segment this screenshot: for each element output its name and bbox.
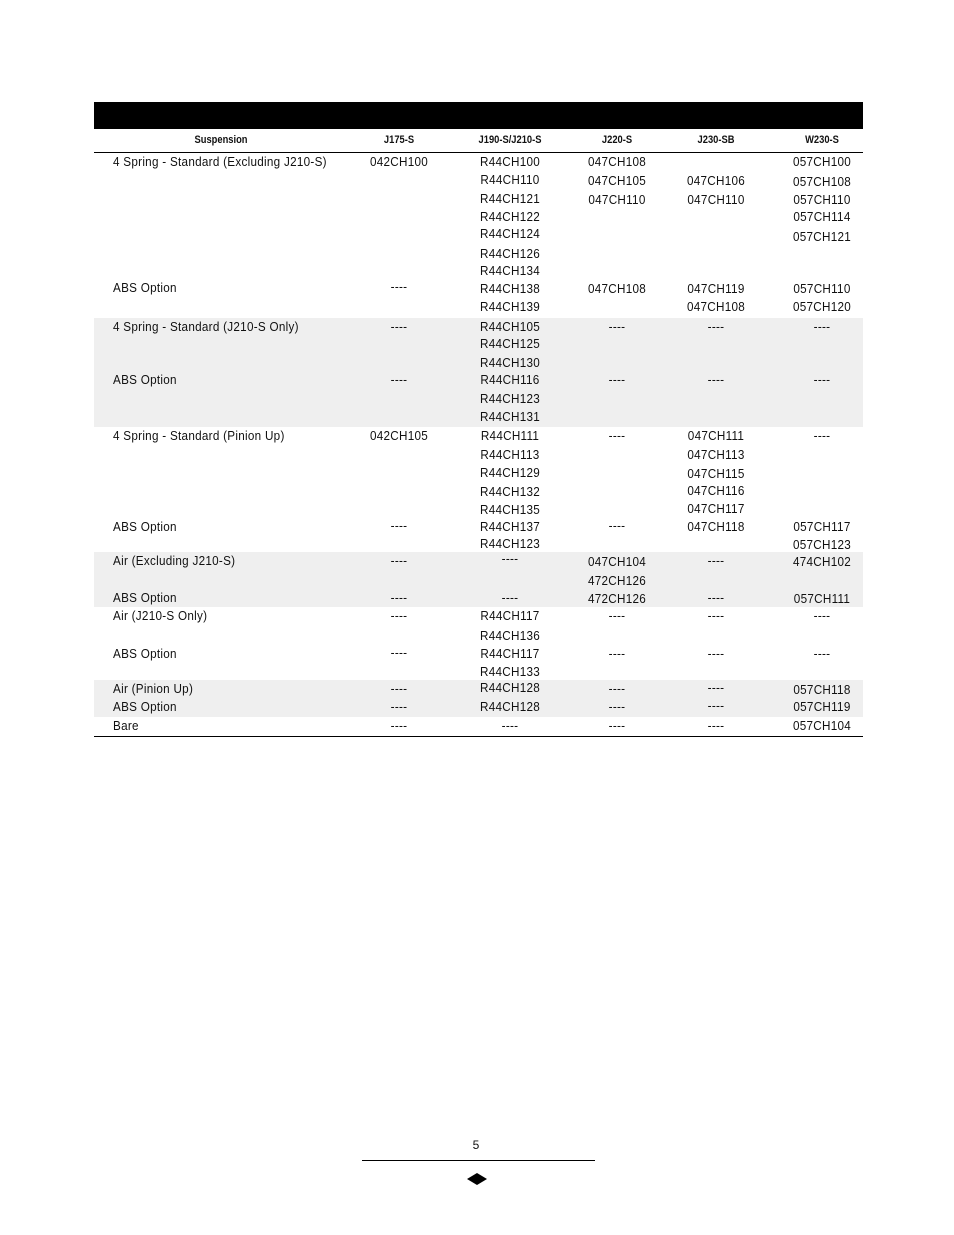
part-number-cell: ---- <box>390 645 408 660</box>
part-number-cell: R44CH124 <box>479 226 541 241</box>
part-number-cell: 057CH111 <box>793 591 851 606</box>
suspension-label-text: Air (Excluding J210-S) <box>113 553 236 568</box>
table-body <box>94 153 863 736</box>
part-number-cell: 057CH117 <box>793 519 851 534</box>
part-number-cell: ---- <box>707 680 725 695</box>
part-number-cell: 057CH123 <box>792 537 852 552</box>
part-number-cell: 057CH108 <box>792 174 852 189</box>
part-number-cell: R44CH125 <box>479 336 541 351</box>
part-number-cell: R44CH110 <box>480 172 540 187</box>
part-number-cell: R44CH113 <box>480 447 540 462</box>
part-number-cell: ---- <box>707 319 725 334</box>
table-row-group <box>94 318 863 427</box>
footer-rule <box>362 1160 595 1161</box>
header-j175-s: J175-S <box>383 134 415 146</box>
part-number-cell: R44CH133 <box>479 664 541 679</box>
part-number-cell: R44CH126 <box>479 246 541 261</box>
part-number-cell: 047CH119 <box>687 281 745 296</box>
page-number: 5 <box>472 1138 480 1152</box>
part-number-cell: ---- <box>608 699 626 714</box>
part-number-cell: ---- <box>390 699 408 714</box>
suspension-label-text: ABS Option <box>113 372 177 387</box>
part-number-cell: ---- <box>813 372 831 387</box>
part-number-cell: ---- <box>707 553 725 568</box>
part-number-cell: R44CH130 <box>479 355 541 370</box>
suspension-label-text: ABS Option <box>113 519 177 534</box>
part-number-cell: R44CH117 <box>480 608 540 623</box>
part-number-cell: 047CH117 <box>687 501 745 516</box>
diamond-icon <box>467 1173 487 1185</box>
part-number-cell: ---- <box>608 681 626 696</box>
part-number-cell: ---- <box>390 608 408 623</box>
part-number-cell: 057CH120 <box>792 299 852 314</box>
part-number-cell: R44CH117 <box>480 646 540 661</box>
part-number-cell: 047CH118 <box>687 519 745 534</box>
part-number-cell: 057CH114 <box>793 209 851 224</box>
part-number-cell: R44CH139 <box>479 299 541 314</box>
suspension-label-text: ABS Option <box>113 280 177 295</box>
part-number-cell: ---- <box>390 681 408 696</box>
table-bottom-rule <box>94 736 863 737</box>
part-number-cell: 047CH106 <box>686 173 746 188</box>
part-number-cell: R44CH129 <box>479 465 541 480</box>
table-row-group <box>94 717 863 736</box>
part-number-cell: 047CH108 <box>686 299 746 314</box>
part-number-cell: 047CH104 <box>587 554 647 569</box>
part-number-cell: ---- <box>608 608 626 623</box>
part-number-cell: 057CH104 <box>792 718 852 733</box>
part-number-cell: ---- <box>390 718 408 733</box>
part-number-cell: ---- <box>501 590 519 605</box>
suspension-label <box>113 645 184 663</box>
suspension-label-text: Air (Pinion Up) <box>113 681 194 696</box>
part-number-cell: ---- <box>501 551 519 566</box>
part-number-cell: 057CH110 <box>793 281 851 296</box>
suspension-label-text: ABS Option <box>113 646 177 661</box>
part-number-cell: ---- <box>707 698 725 713</box>
part-number-cell: ---- <box>707 372 725 387</box>
part-number-cell: R44CH137 <box>479 519 541 534</box>
part-number-cell: 057CH110 <box>793 192 851 207</box>
part-number-cell: ---- <box>390 319 408 334</box>
part-number-cell: R44CH138 <box>479 281 541 296</box>
part-number-cell: R44CH123 <box>479 391 541 406</box>
part-number-cell: 047CH108 <box>587 154 647 169</box>
part-number-cell: ---- <box>390 372 408 387</box>
part-number-cell: ---- <box>390 279 408 294</box>
part-number-cell: R44CH123 <box>479 536 541 551</box>
part-number-cell: 472CH126 <box>587 591 647 606</box>
suspension-label-text: 4 Spring - Standard (Pinion Up) <box>113 428 285 443</box>
part-number-cell: R44CH105 <box>479 319 541 334</box>
part-number-cell: 047CH110 <box>588 192 646 207</box>
part-number-cell: ---- <box>813 319 831 334</box>
part-number-cell: 047CH110 <box>687 192 745 207</box>
part-number-cell: ---- <box>707 718 725 733</box>
part-number-cell: 057CH121 <box>792 229 852 244</box>
part-number-cell: 474CH102 <box>792 554 852 569</box>
suspension-label <box>113 371 184 389</box>
part-number-cell: ---- <box>707 646 725 661</box>
part-number-cell: 042CH100 <box>369 154 429 169</box>
part-number-cell: R44CH128 <box>479 699 541 714</box>
part-number-cell: 472CH126 <box>587 573 647 588</box>
header-j220-s: J220-S <box>601 134 633 146</box>
table-row-group <box>94 427 863 552</box>
part-number-cell: ---- <box>707 608 725 623</box>
part-number-cell: ---- <box>608 646 626 661</box>
suspension-label <box>113 153 351 171</box>
part-number-cell: 057CH118 <box>793 682 851 697</box>
part-number-cell: ---- <box>813 608 831 623</box>
suspension-label <box>113 607 218 625</box>
part-number-cell: ---- <box>608 428 626 443</box>
part-number-cell: R44CH111 <box>480 428 540 443</box>
part-number-cell: ---- <box>813 646 831 661</box>
suspension-label <box>113 427 304 445</box>
part-number-cell: 047CH111 <box>687 428 745 443</box>
part-number-table <box>94 102 863 737</box>
part-number-cell: ---- <box>390 553 408 568</box>
suspension-label <box>113 680 202 698</box>
part-number-cell: ---- <box>608 718 626 733</box>
part-number-cell: 047CH108 <box>587 281 647 296</box>
header-j230-sb: J230-SB <box>697 134 735 146</box>
part-number-cell: 047CH116 <box>687 483 745 498</box>
table-header-row <box>94 129 863 153</box>
part-number-cell: ---- <box>501 718 519 733</box>
part-number-cell: R44CH134 <box>479 263 541 278</box>
suspension-label-text: 4 Spring - Standard (Excluding J210-S) <box>113 154 327 169</box>
part-number-cell: R44CH122 <box>479 209 541 224</box>
suspension-label <box>113 518 184 536</box>
header-j190-s-j210-s: J190-S/J210-S <box>478 134 542 146</box>
part-number-cell: 047CH105 <box>587 173 647 188</box>
part-number-cell: R44CH135 <box>479 502 541 517</box>
part-number-cell: R44CH100 <box>479 154 541 169</box>
part-number-cell: ---- <box>390 518 408 533</box>
suspension-label-text: ABS Option <box>113 590 177 605</box>
part-number-cell: R44CH121 <box>479 191 541 206</box>
suspension-label-text: 4 Spring - Standard (J210-S Only) <box>113 319 299 334</box>
suspension-label <box>113 698 184 716</box>
part-number-cell: 042CH105 <box>369 428 429 443</box>
part-number-cell: 047CH115 <box>687 466 745 481</box>
part-number-cell: R44CH128 <box>479 680 541 695</box>
part-number-cell: ---- <box>608 319 626 334</box>
part-number-cell: R44CH131 <box>479 409 541 424</box>
part-number-cell: 057CH119 <box>793 699 851 714</box>
header-suspension: Suspension <box>194 134 248 146</box>
table-title-bar <box>94 102 863 129</box>
suspension-label <box>113 318 319 336</box>
table-row-group <box>94 607 863 680</box>
suspension-label <box>113 717 142 735</box>
part-number-cell: 057CH100 <box>792 154 852 169</box>
part-number-cell: R44CH116 <box>480 372 540 387</box>
suspension-label-text: Air (J210-S Only) <box>113 608 208 623</box>
suspension-label <box>113 589 184 607</box>
table-row-group <box>94 680 863 717</box>
part-number-cell: R44CH136 <box>479 628 541 643</box>
table-row-group <box>94 153 863 318</box>
part-number-cell: 047CH113 <box>687 447 745 462</box>
suspension-label-text: Bare <box>113 718 139 733</box>
table-row-group <box>94 552 863 607</box>
part-number-cell: ---- <box>608 372 626 387</box>
suspension-label <box>113 552 249 570</box>
part-number-cell: ---- <box>707 590 725 605</box>
part-number-cell: ---- <box>813 428 831 443</box>
header-w230-s: W230-S <box>805 134 839 146</box>
part-number-cell: ---- <box>608 518 626 533</box>
part-number-cell: ---- <box>390 590 408 605</box>
suspension-label-text: ABS Option <box>113 699 177 714</box>
suspension-label <box>113 279 184 297</box>
part-number-cell: R44CH132 <box>479 484 541 499</box>
